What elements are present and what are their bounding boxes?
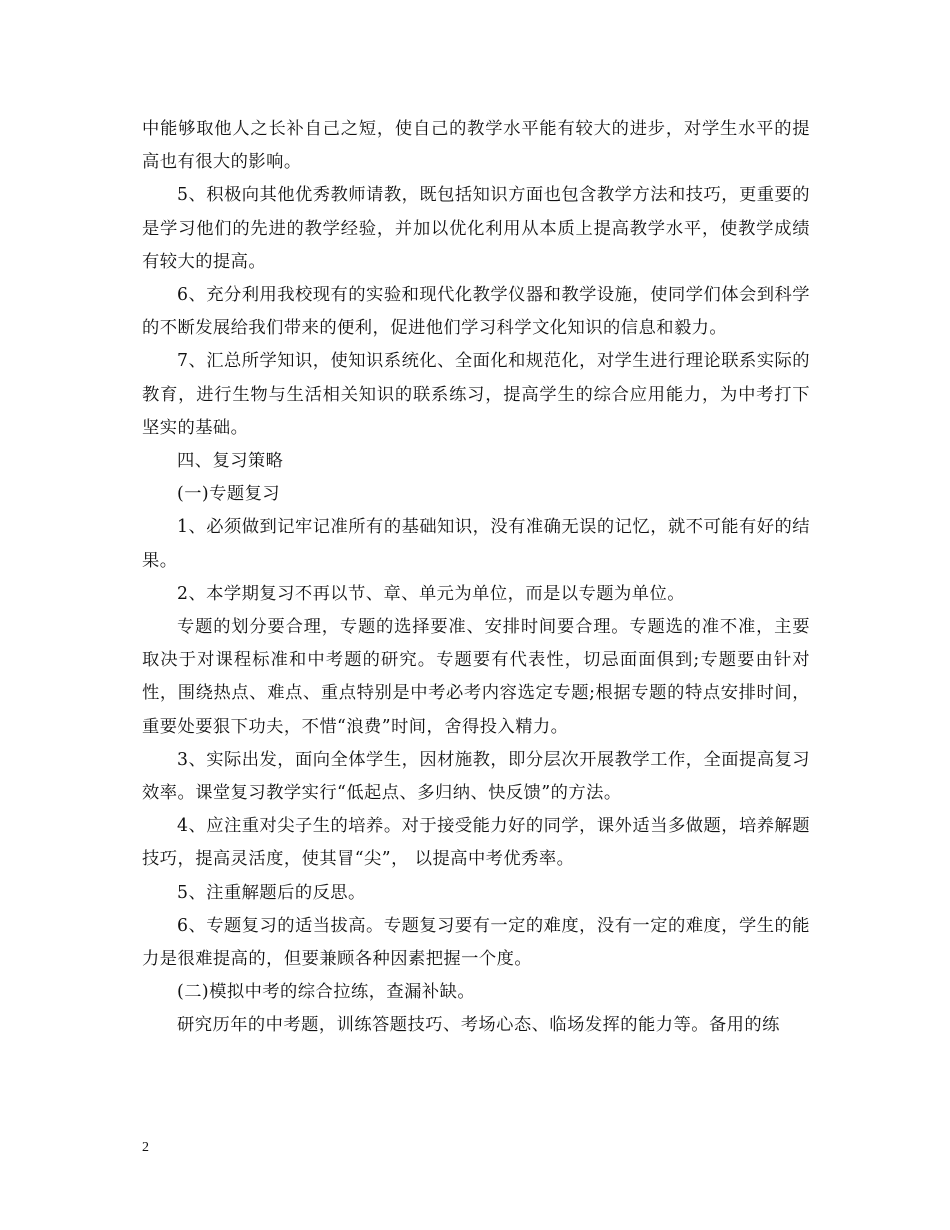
paragraph: 1、必须做到记牢记准所有的基础知识，没有准确无误的记忆，就不可能有好的结果。 — [142, 517, 810, 571]
paragraph: 专题的划分要合理，专题的选择要准、安排时间要合理。专题选的准不准，主要取决于对课程标准和中考题的研究。专题要有代表性，切忌面面俱到;专题要由针对性，围绕热点、难点、重点特别是中考必考内容选定专题;根据专题的特点安排时间，重要处要狠下功夫，不惜“浪费”时间，舍得投入精力。 — [142, 617, 810, 737]
paragraph: 研究历年的中考题，训练答题技巧、考场心态、临场发挥的能力等。备用的练 — [177, 1015, 780, 1036]
paragraph: 3、实际出发，面向全体学生，因材施教，即分层次开展教学工作，全面提高复习效率。课堂复习教学实行“低起点、多归纳、快反馈”的方法。 — [142, 749, 810, 804]
paragraph: 7、汇总所学知识，使知识系统化、全面化和规范化，对学生进行理论联系实际的教育，进行生物与生活相关知识的联系练习，提高学生的综合应用能力，为中考打下坚实的基础。 — [142, 351, 810, 438]
paragraph: 4、应注重对尖子生的培养。对于接受能力好的同学，课外适当多做题，培养解题技巧，提高灵活度，使其冒“尖”， 以提高中考优秀率。 — [142, 816, 810, 870]
paragraph: (一)专题复习 — [177, 484, 281, 505]
paragraph: 5、积极向其他优秀教师请教，既包括知识方面也包含教学方法和技巧，更重要的是学习他们的先进的教学经验，并加以优化利用从本质上提高教学水平，使教学成绩有较大的提高。 — [142, 185, 810, 272]
document-body — [142, 113, 810, 1043]
paragraph: 5、注重解题后的反思。 — [177, 882, 366, 903]
paragraph: 2、本学期复习不再以节、章、单元为单位，而是以专题为单位。 — [177, 583, 685, 604]
paragraph: 6、专题复习的适当拔高。专题复习要有一定的难度，没有一定的难度，学生的能力是很难提高的，但要兼顾各种因素把握一个度。 — [142, 915, 810, 970]
paragraph: 四、复习策略 — [177, 451, 284, 472]
paragraph: 6、充分利用我校现有的实验和现代化教学仪器和教学设施，使同学们体会到科学的不断发展给我们带来的便利，促进他们学习科学文化知识的信息和毅力。 — [142, 285, 810, 339]
page-number: 2 — [142, 1140, 149, 1155]
paragraph: (二)模拟中考的综合拉练，查漏补缺。 — [177, 982, 476, 1003]
paragraph: 中能够取他人之长补自己之短，使自己的教学水平能有较大的进步，对学生水平的提高也有很大的影响。 — [142, 119, 810, 173]
